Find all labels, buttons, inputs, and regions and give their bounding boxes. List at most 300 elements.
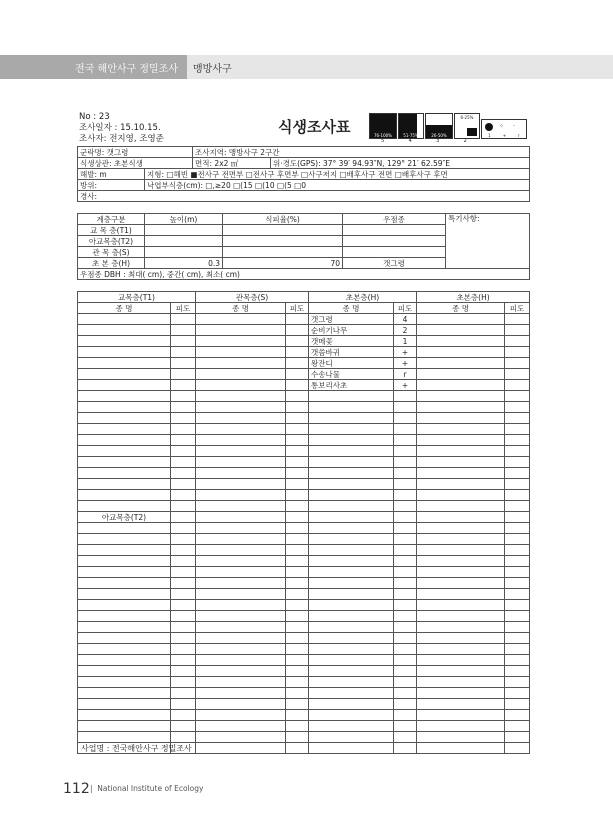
- aspect-cell: 방위:: [78, 180, 145, 191]
- table-cell: [196, 501, 286, 512]
- table-cell: [417, 556, 505, 567]
- table-row: [78, 578, 530, 589]
- table-cell: [309, 402, 394, 413]
- table-cell: [417, 578, 505, 589]
- table-row: [78, 633, 530, 644]
- table-cell: [309, 490, 394, 501]
- table-cell: [286, 666, 309, 677]
- col-header-cover: 피도: [171, 303, 196, 314]
- table-cell: [309, 710, 394, 721]
- table-cell: [286, 534, 309, 545]
- surveyors: 조사자: 전지영, 조영준: [79, 134, 164, 144]
- table-cell: [417, 402, 505, 413]
- table-row: [78, 567, 530, 578]
- table-cell: [171, 479, 196, 490]
- table-cell: [505, 556, 530, 567]
- table-cell: [394, 655, 417, 666]
- table-cell: [394, 435, 417, 446]
- table-cell: [309, 435, 394, 446]
- table-cell: [505, 677, 530, 688]
- table-cell: [505, 446, 530, 457]
- table-cell: [196, 567, 286, 578]
- table-cell: [286, 578, 309, 589]
- table-cell: [78, 413, 171, 424]
- table-cell: [505, 699, 530, 710]
- table-cell: [309, 743, 394, 754]
- table-cell: [286, 523, 309, 534]
- group-header-3: 초본층(H): [417, 292, 530, 303]
- table-cell: [78, 380, 171, 391]
- table-cell: [78, 688, 171, 699]
- table-cell: [417, 567, 505, 578]
- table-cell: [286, 710, 309, 721]
- table-cell: [417, 413, 505, 424]
- table-cell: [196, 732, 286, 743]
- table-cell: [196, 468, 286, 479]
- table-cell: [505, 721, 530, 732]
- legend-block-small: ⁘ · 1 + r: [481, 119, 527, 139]
- form-title: 식생조사표: [278, 118, 351, 136]
- table-cell: [394, 402, 417, 413]
- table-cell: [505, 501, 530, 512]
- table-cell: [78, 622, 171, 633]
- table-cell: [171, 314, 196, 325]
- legend-block-2: 6-25%: [454, 113, 480, 139]
- table-cell: [309, 732, 394, 743]
- table-cell: [171, 435, 196, 446]
- table-cell: [78, 666, 171, 677]
- table-cell: [394, 413, 417, 424]
- table-cell: [417, 391, 505, 402]
- table-cell: [505, 732, 530, 743]
- table-cell: [171, 644, 196, 655]
- table-row: [78, 380, 530, 391]
- group-header-2: 초본층(H): [309, 292, 417, 303]
- table-cell: [196, 435, 286, 446]
- table-cell: [286, 556, 309, 567]
- table-cell: [505, 666, 530, 677]
- table-cell: [286, 644, 309, 655]
- table-cell: [171, 545, 196, 556]
- table-row: [78, 336, 530, 347]
- table-row: [78, 644, 530, 655]
- table-row: [78, 655, 530, 666]
- table-cell: [78, 314, 171, 325]
- table-cell: [309, 578, 394, 589]
- table-row: [78, 446, 530, 457]
- table-row: [78, 424, 530, 435]
- table-cell: [394, 578, 417, 589]
- table-cell: [417, 666, 505, 677]
- table-cell: [78, 545, 171, 556]
- table-cell: [196, 611, 286, 622]
- table-cell: [171, 710, 196, 721]
- table-cell: [286, 468, 309, 479]
- table-cell: [171, 732, 196, 743]
- table-cell: [505, 380, 530, 391]
- table-cell: [78, 446, 171, 457]
- table-row: [78, 666, 530, 677]
- legend-block-5: 76-100%: [369, 113, 397, 139]
- page-number: 112: [63, 781, 90, 797]
- table-cell: [417, 468, 505, 479]
- table-cell: [171, 369, 196, 380]
- table-cell: [171, 611, 196, 622]
- table-cell: [286, 699, 309, 710]
- table-cell: [171, 468, 196, 479]
- table-cell: [309, 457, 394, 468]
- strata-header-dominant: 우점종: [343, 214, 446, 225]
- table-cell: [171, 358, 196, 369]
- table-cell: [417, 710, 505, 721]
- table-cell: [286, 512, 309, 523]
- dbh-cell: 우점종 DBH : 최대( cm), 중간( cm), 최소( cm): [78, 269, 530, 280]
- table-cell: [394, 743, 417, 754]
- table-cell: [171, 688, 196, 699]
- table-cell: 갯그령: [309, 314, 394, 325]
- table-cell: [286, 325, 309, 336]
- table-cell: [417, 446, 505, 457]
- table-cell: [78, 655, 171, 666]
- table-cell: [171, 556, 196, 567]
- col-header-name: 종 명: [78, 303, 171, 314]
- strata-row: 교 목 층(T1): [78, 225, 530, 236]
- table-cell: [78, 611, 171, 622]
- table-cell: [78, 490, 171, 501]
- table-cell: [394, 468, 417, 479]
- table-cell: [505, 710, 530, 721]
- table-cell: [171, 347, 196, 358]
- table-cell: [196, 710, 286, 721]
- table-cell: [196, 699, 286, 710]
- table-cell: [417, 314, 505, 325]
- table-cell: [394, 523, 417, 534]
- table-cell: [309, 479, 394, 490]
- table-cell: [505, 688, 530, 699]
- table-cell: [394, 391, 417, 402]
- table-cell: +: [394, 358, 417, 369]
- table-cell: [286, 732, 309, 743]
- table-cell: [196, 391, 286, 402]
- table-cell: [171, 490, 196, 501]
- table-row: [78, 413, 530, 424]
- table-cell: [394, 589, 417, 600]
- table-cell: [171, 633, 196, 644]
- table-cell: [417, 589, 505, 600]
- slope-cell: 경사:: [78, 191, 530, 202]
- table-cell: [286, 358, 309, 369]
- table-cell: [78, 644, 171, 655]
- table-cell: [78, 534, 171, 545]
- table-row: [78, 622, 530, 633]
- table-cell: [309, 567, 394, 578]
- table-cell: [78, 578, 171, 589]
- table-row: [78, 545, 530, 556]
- table-cell: [196, 655, 286, 666]
- table-row: [78, 512, 530, 523]
- table-cell: [309, 534, 394, 545]
- table-cell: [196, 512, 286, 523]
- table-cell: [286, 677, 309, 688]
- table-cell: [286, 435, 309, 446]
- table-cell: [505, 391, 530, 402]
- table-cell: [505, 512, 530, 523]
- table-cell: [196, 523, 286, 534]
- table-cell: [196, 413, 286, 424]
- table-cell: [309, 611, 394, 622]
- table-cell: [505, 369, 530, 380]
- table-cell: [417, 677, 505, 688]
- table-cell: [196, 622, 286, 633]
- table-cell: [505, 644, 530, 655]
- table-cell: [286, 655, 309, 666]
- table-cell: [505, 325, 530, 336]
- table-cell: [286, 589, 309, 600]
- table-cell: [394, 688, 417, 699]
- table-cell: [196, 534, 286, 545]
- strata-table: [77, 213, 530, 280]
- table-cell: [309, 413, 394, 424]
- phase-cell: 식생상관: 초본식생: [78, 158, 193, 169]
- table-cell: [196, 644, 286, 655]
- table-row: [78, 611, 530, 622]
- table-row: [78, 534, 530, 545]
- table-cell: [309, 721, 394, 732]
- table-cell: [417, 622, 505, 633]
- table-cell: [309, 600, 394, 611]
- table-cell: [394, 424, 417, 435]
- table-cell: [171, 380, 196, 391]
- table-cell: [309, 545, 394, 556]
- table-cell: [394, 512, 417, 523]
- table-cell: [505, 622, 530, 633]
- table-cell: [505, 435, 530, 446]
- strata-header-cover: 식피율(%): [223, 214, 343, 225]
- table-row: [78, 457, 530, 468]
- table-cell: [286, 391, 309, 402]
- table-cell: [417, 611, 505, 622]
- table-cell: [394, 556, 417, 567]
- table-cell: [394, 644, 417, 655]
- table-cell: [286, 402, 309, 413]
- table-row: [78, 479, 530, 490]
- strata-row: 관 목 층(S): [78, 247, 530, 258]
- table-cell: [505, 413, 530, 424]
- table-cell: [505, 655, 530, 666]
- table-cell: [171, 622, 196, 633]
- table-cell: [196, 380, 286, 391]
- table-cell: [309, 666, 394, 677]
- table-row: [78, 314, 530, 325]
- table-cell: [505, 545, 530, 556]
- legend-block-4: 51-75%: [398, 113, 424, 139]
- table-cell: [171, 677, 196, 688]
- table-cell: [309, 633, 394, 644]
- table-cell: 순비기나무: [309, 325, 394, 336]
- table-cell: [171, 424, 196, 435]
- table-cell: [286, 380, 309, 391]
- table-cell: [505, 314, 530, 325]
- table-cell: [505, 424, 530, 435]
- area-cell: 면적: 2x2 ㎡: [193, 158, 271, 169]
- table-cell: [78, 567, 171, 578]
- table-cell: [309, 523, 394, 534]
- table-cell: [78, 600, 171, 611]
- section-subtitle: 맹방사구: [193, 63, 232, 75]
- table-cell: [286, 314, 309, 325]
- altitude-cell: 해발: m: [78, 169, 145, 180]
- table-cell: [286, 424, 309, 435]
- table-cell: [78, 402, 171, 413]
- species-table: [77, 291, 530, 754]
- table-row: [78, 600, 530, 611]
- table-cell: [309, 677, 394, 688]
- table-cell: [505, 589, 530, 600]
- table-cell: [505, 600, 530, 611]
- table-row: [78, 325, 530, 336]
- table-cell: [78, 589, 171, 600]
- table-cell: [78, 336, 171, 347]
- table-cell: [505, 523, 530, 534]
- table-cell: [394, 567, 417, 578]
- table-cell: [171, 567, 196, 578]
- table-cell: [505, 490, 530, 501]
- table-cell: [171, 655, 196, 666]
- table-cell: [196, 479, 286, 490]
- table-cell: [286, 457, 309, 468]
- table-cell: [309, 446, 394, 457]
- table-cell: [196, 677, 286, 688]
- t2-header-cell: 아교목층(T2): [78, 512, 171, 523]
- table-cell: 왕잔디: [309, 358, 394, 369]
- table-row: [78, 688, 530, 699]
- table-cell: [417, 633, 505, 644]
- table-cell: [286, 743, 309, 754]
- table-cell: [78, 556, 171, 567]
- table-cell: 갯메꽃: [309, 336, 394, 347]
- table-cell: [171, 578, 196, 589]
- table-cell: r: [394, 369, 417, 380]
- table-cell: [196, 600, 286, 611]
- table-cell: [417, 523, 505, 534]
- table-cell: 2: [394, 325, 417, 336]
- table-cell: [394, 622, 417, 633]
- strata-header-height: 높이(m): [145, 214, 223, 225]
- strata-row: 아교목층(T2): [78, 236, 530, 247]
- table-cell: [171, 325, 196, 336]
- table-cell: [196, 545, 286, 556]
- table-cell: [286, 446, 309, 457]
- table-cell: [171, 413, 196, 424]
- table-cell: [196, 666, 286, 677]
- col-header-cover: 피도: [505, 303, 530, 314]
- institute-name: | National Institute of Ecology: [90, 784, 204, 793]
- table-cell: [78, 325, 171, 336]
- table-row: [78, 710, 530, 721]
- table-row: [78, 490, 530, 501]
- strata-row: 초 본 층(H) 0.3 70 갯그령: [78, 258, 530, 269]
- table-cell: [286, 545, 309, 556]
- site-info-table: [77, 146, 530, 202]
- col-header-cover: 피도: [286, 303, 309, 314]
- table-cell: [417, 600, 505, 611]
- table-row: [78, 369, 530, 380]
- table-cell: 수송나물: [309, 369, 394, 380]
- survey-number: No : 23: [79, 112, 110, 122]
- table-cell: [196, 424, 286, 435]
- table-cell: [286, 336, 309, 347]
- section-tab: 전국 해안사구 정밀조사: [0, 55, 187, 79]
- table-cell: [171, 699, 196, 710]
- table-cell: [171, 666, 196, 677]
- table-cell: [286, 622, 309, 633]
- table-cell: [394, 699, 417, 710]
- table-cell: [286, 721, 309, 732]
- table-cell: [394, 633, 417, 644]
- table-cell: +: [394, 347, 417, 358]
- table-cell: [505, 578, 530, 589]
- table-row: [78, 391, 530, 402]
- table-cell: [171, 600, 196, 611]
- table-cell: [171, 336, 196, 347]
- legend-block-3: 26-50%: [425, 113, 453, 139]
- table-cell: [394, 710, 417, 721]
- table-cell: [171, 534, 196, 545]
- table-cell: [196, 556, 286, 567]
- table-cell: [286, 600, 309, 611]
- table-cell: [309, 556, 394, 567]
- col-header-name: 종 명: [417, 303, 505, 314]
- col-header-name: 종 명: [309, 303, 394, 314]
- table-cell: [171, 446, 196, 457]
- table-cell: [309, 655, 394, 666]
- litter-cell: 낙엽부식층(cm): □,≥20 □(15 □(10 □(5 □0: [145, 180, 530, 191]
- table-cell: [394, 545, 417, 556]
- col-header-name: 종 명: [196, 303, 286, 314]
- table-cell: [196, 589, 286, 600]
- table-cell: [417, 336, 505, 347]
- table-row: [78, 468, 530, 479]
- table-row: [78, 732, 530, 743]
- table-cell: [309, 424, 394, 435]
- table-cell: [196, 336, 286, 347]
- table-cell: [171, 402, 196, 413]
- table-cell: [196, 633, 286, 644]
- table-row: [78, 699, 530, 710]
- table-cell: [78, 732, 171, 743]
- survey-date: 조사일자 : 15.10.15.: [79, 123, 161, 133]
- table-cell: [417, 457, 505, 468]
- strata-header-layer: 계층구분: [78, 214, 145, 225]
- table-cell: [196, 314, 286, 325]
- table-cell: [286, 611, 309, 622]
- table-cell: [505, 358, 530, 369]
- table-cell: [309, 512, 394, 523]
- table-cell: [196, 325, 286, 336]
- table-cell: [196, 721, 286, 732]
- table-cell: [309, 688, 394, 699]
- table-cell: [78, 710, 171, 721]
- table-cell: [417, 490, 505, 501]
- table-cell: [171, 391, 196, 402]
- table-cell: 통보리사초: [309, 380, 394, 391]
- cover-legend: 76-100% 51-75% 26-50% 6-25% ⁘ · 1 + r 5 4 3 2: [369, 113, 527, 145]
- table-cell: [505, 534, 530, 545]
- table-cell: [171, 512, 196, 523]
- table-cell: [286, 490, 309, 501]
- table-cell: [417, 358, 505, 369]
- table-cell: [196, 743, 286, 754]
